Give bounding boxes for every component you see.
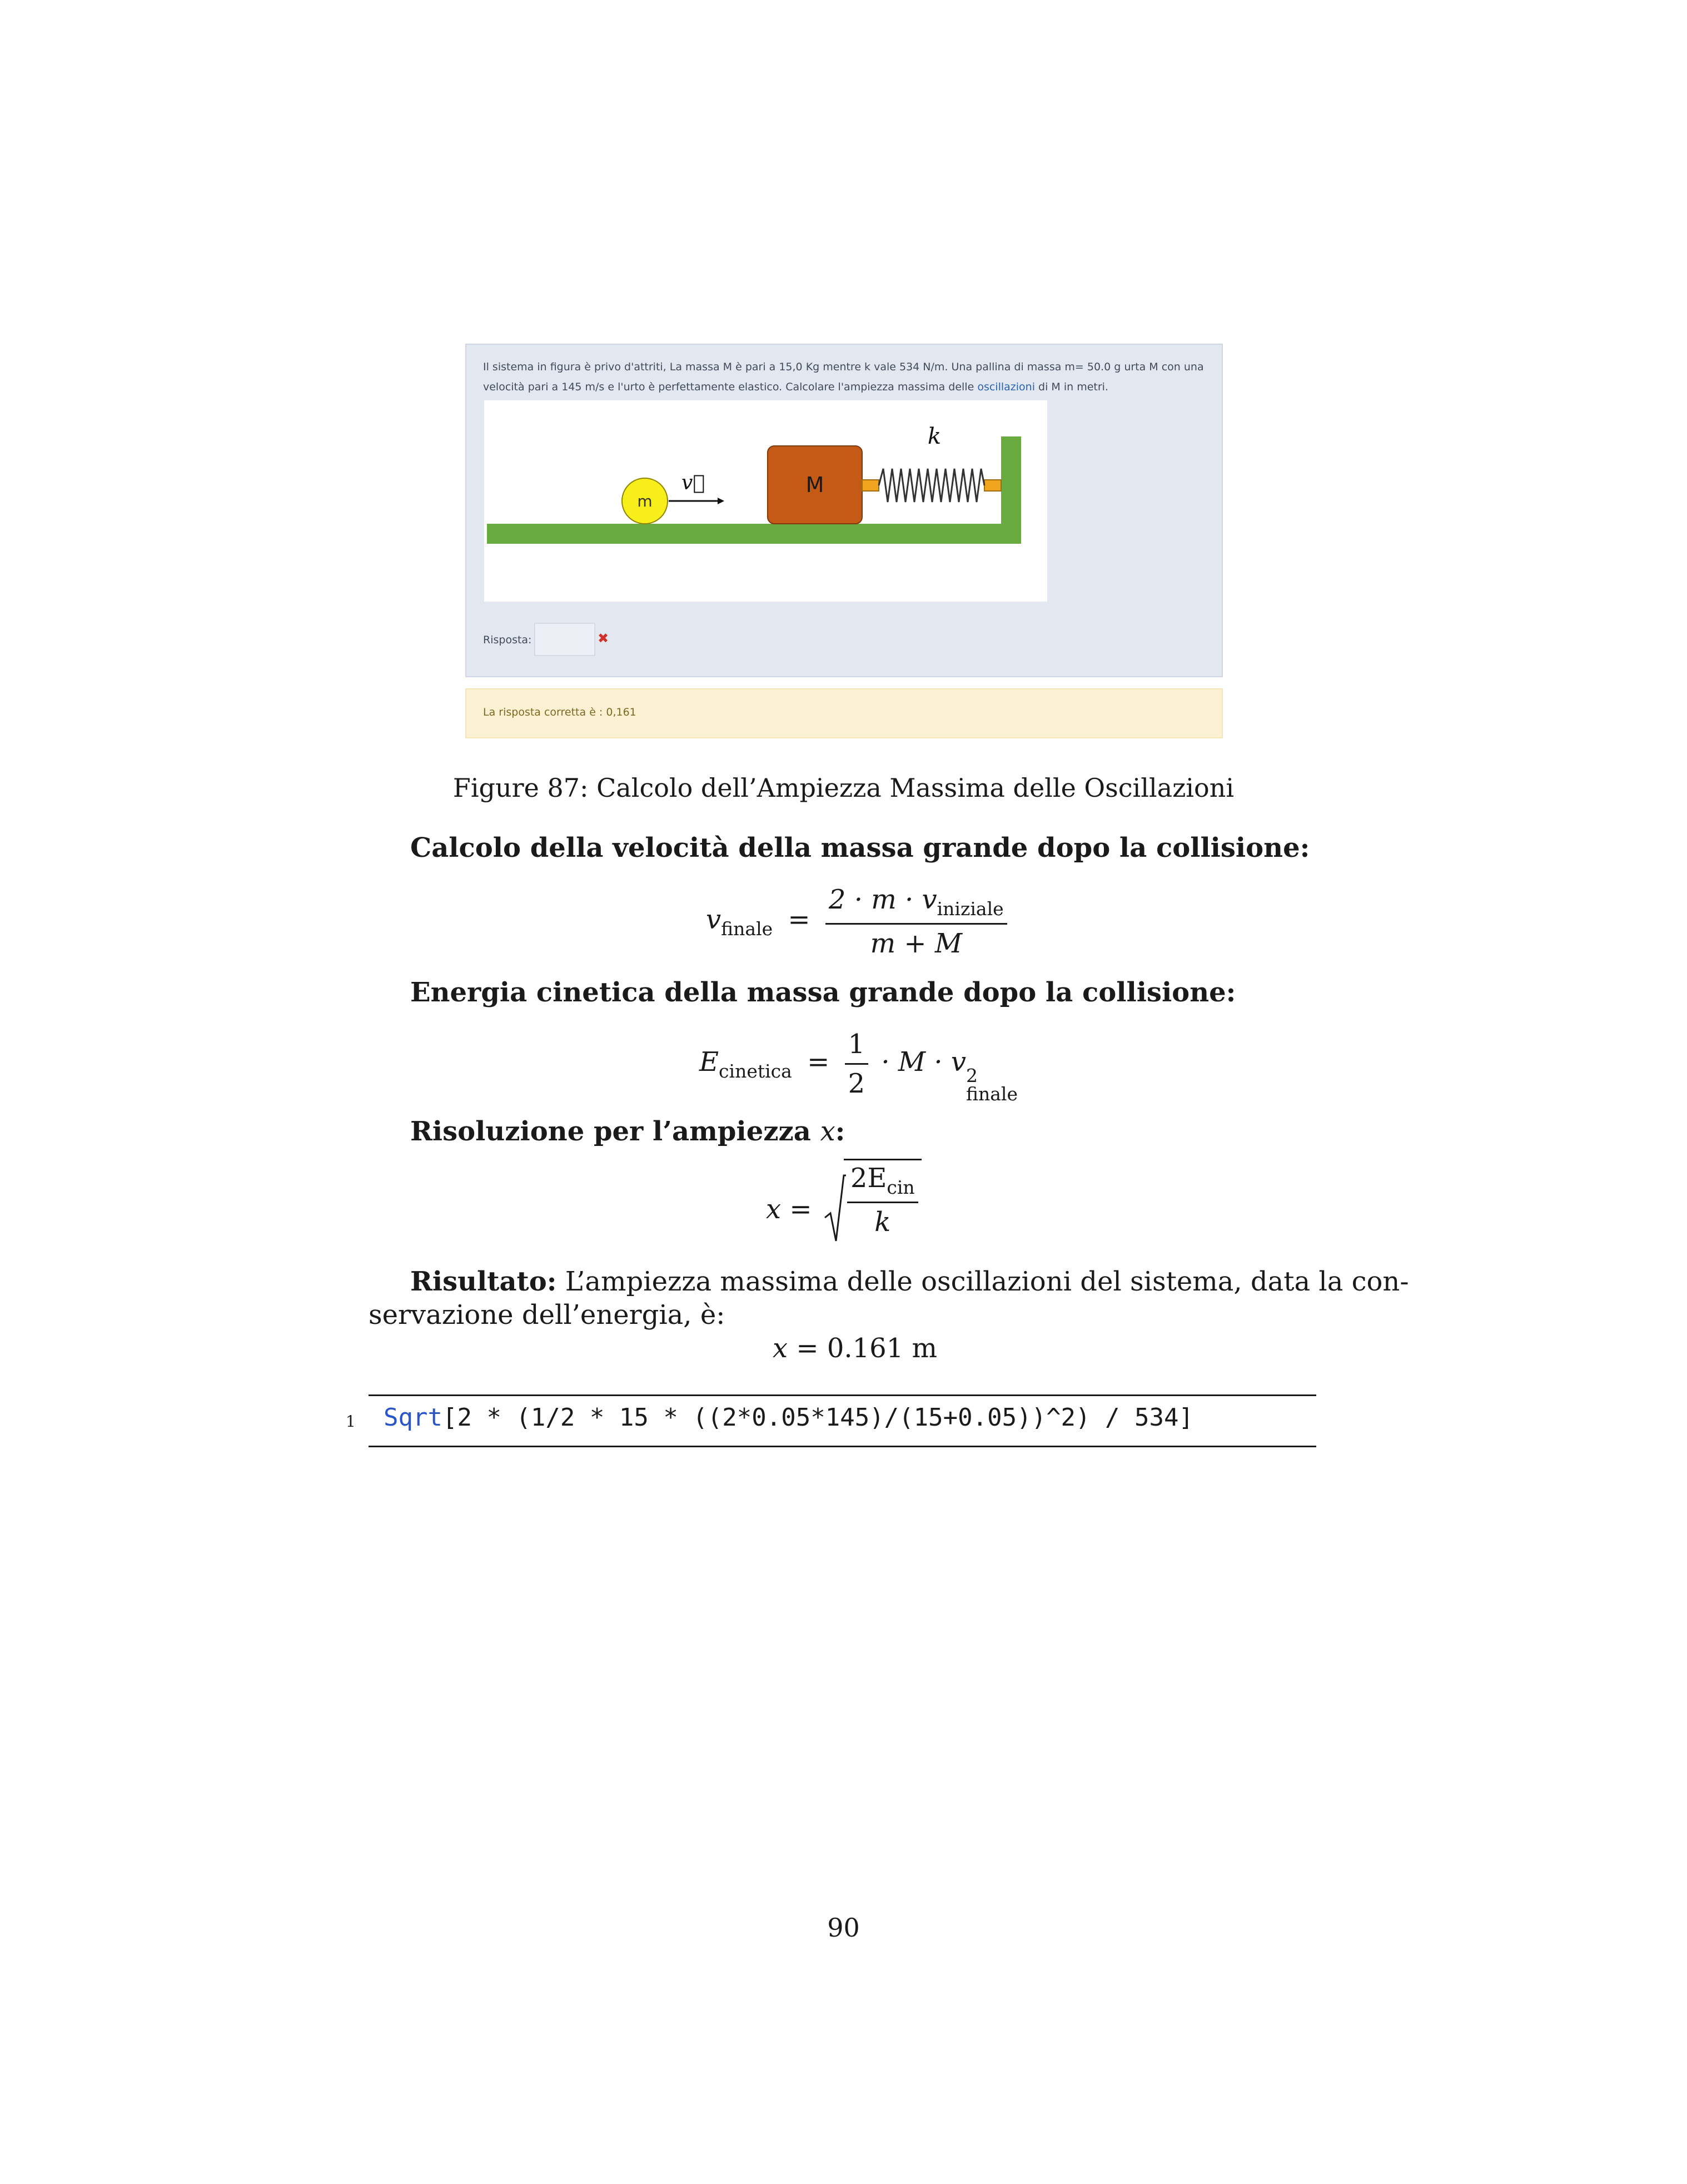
floor xyxy=(487,524,1019,544)
eq2-rest: · M · v xyxy=(881,1046,966,1078)
wrong-icon: ✖ xyxy=(598,631,609,646)
eq3-den: k xyxy=(874,1207,891,1238)
code-rule-top xyxy=(369,1394,1316,1396)
result-line2: servazione dell’energia, è: xyxy=(369,1299,725,1331)
code-line-number: 1 xyxy=(346,1412,356,1431)
heading-var: x xyxy=(820,1116,835,1147)
eq1-num-sub: iniziale xyxy=(937,898,1004,920)
physics-diagram xyxy=(484,400,1047,602)
eq3-num: 2E xyxy=(850,1163,887,1194)
answer-input[interactable] xyxy=(534,623,595,656)
code-line xyxy=(384,1403,1193,1432)
diagram-svg xyxy=(484,400,1047,602)
eq2-rest-sub: finale xyxy=(966,1083,1018,1105)
code-rule-bottom xyxy=(369,1446,1316,1447)
result-eq-lhs: x xyxy=(773,1333,788,1364)
eq3-lhs: x = xyxy=(766,1194,812,1225)
eq1-num: 2 · m · v xyxy=(828,884,937,915)
heading-energy: Energia cinetica della massa grande dopo la collisione: xyxy=(410,977,1236,1008)
wall xyxy=(1001,436,1021,544)
eq2-lhs-sub: cinetica xyxy=(719,1060,792,1082)
velocity-arrowhead xyxy=(718,498,724,504)
eq2-equals: = xyxy=(807,1046,830,1078)
oscillazioni-link[interactable]: oscillazioni xyxy=(977,381,1035,393)
page-number: 90 xyxy=(827,1913,860,1943)
eq1-equals: = xyxy=(788,904,810,935)
equation-velocity xyxy=(706,884,1007,959)
sqrt-icon xyxy=(824,1173,846,1245)
code-fn: Sqrt xyxy=(384,1403,442,1432)
eq1-lhs: v xyxy=(706,904,721,935)
result-equation xyxy=(773,1333,937,1364)
connector-left xyxy=(862,480,879,491)
spring-label: k xyxy=(927,424,942,449)
quiz-question: Il sistema in figura è privo d'attriti, La massa M è pari a 15,0 Kg mentre k vale 534 N/m. Una pallina di massa m= 50.0 g urta M con una velocità pari a 145 m/s e l'urto è perfettamente elastico. Calcolare l'ampiezza massima delle oscillazioni di M in metri. xyxy=(483,361,1204,393)
eq1-lhs-sub: finale xyxy=(721,918,773,940)
eq2-den: 2 xyxy=(848,1068,865,1099)
eq1-fraction xyxy=(825,884,1007,959)
spring xyxy=(879,469,984,502)
eq3-num-sub: cin xyxy=(887,1177,915,1198)
figure-caption: Figure 87: Calcolo dell’Ampiezza Massima delle Oscillazioni xyxy=(452,773,1235,803)
result-text1: L’ampiezza massima delle oscillazioni del sistema, data la con- xyxy=(556,1266,1409,1297)
quiz-panel xyxy=(465,344,1223,677)
connector-right xyxy=(984,480,1001,491)
heading-colon: : xyxy=(835,1116,845,1147)
heading-velocity: Calcolo della velocità della massa grande dopo la collisione: xyxy=(410,832,1310,863)
ball-label: m xyxy=(637,492,653,510)
eq3-fraction xyxy=(847,1163,918,1238)
result-line1 xyxy=(410,1266,1409,1297)
eq2-num: 1 xyxy=(845,1029,869,1065)
equation-amplitude xyxy=(766,1163,922,1245)
equation-energy xyxy=(699,1029,1018,1103)
result-eq-rest: = 0.161 m xyxy=(788,1333,937,1364)
eq2-lhs: E xyxy=(699,1046,719,1078)
feedback-text: La risposta corretta è : 0,161 xyxy=(483,706,636,718)
answer-label: Risposta: xyxy=(483,634,532,646)
feedback-panel xyxy=(465,688,1223,738)
block-label: M xyxy=(805,473,824,497)
eq2-sup: 2 xyxy=(966,1065,978,1086)
eq2-fraction xyxy=(845,1029,869,1099)
heading-amplitude: Risoluzione per l’ampiezza x: xyxy=(410,1116,845,1147)
code-rest: [2 * (1/2 * 15 * ((2*0.05*145)/(15+0.05))^2) / 534] xyxy=(442,1403,1193,1432)
eq1-den: m + M xyxy=(870,928,962,959)
result-label: Risultato: xyxy=(410,1266,557,1297)
velocity-label: v⃗ xyxy=(681,471,705,494)
